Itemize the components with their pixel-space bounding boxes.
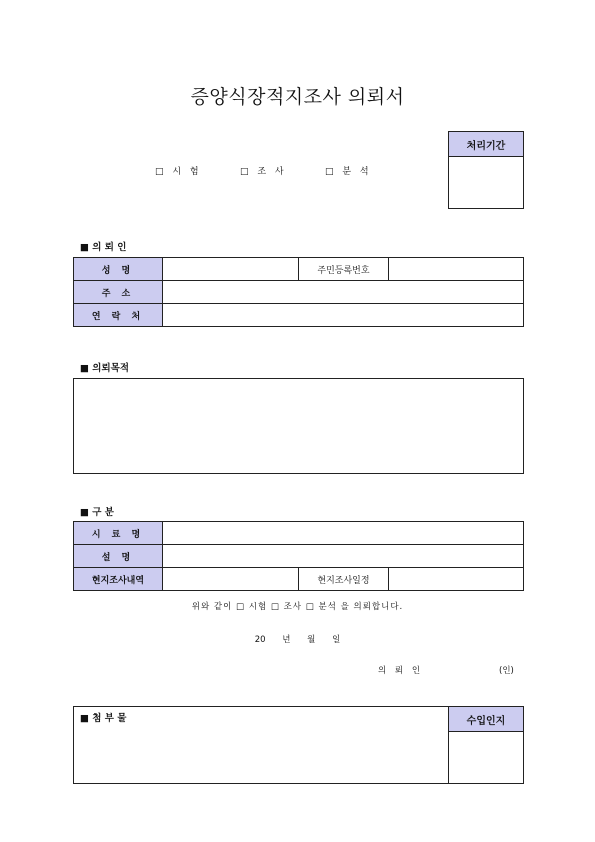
requester-table	[73, 257, 524, 327]
address-label: 주 소	[74, 281, 163, 304]
purpose-field[interactable]	[73, 378, 524, 474]
revenue-stamp-label: 수입인지	[449, 707, 523, 732]
date-line: 20 년 월 일	[254, 635, 341, 645]
document-title: 증양식장적지조사 의뢰서	[190, 86, 405, 108]
category-section-heading: ■ 구 분	[80, 507, 114, 518]
description-label: 설 명	[74, 545, 163, 568]
request-type-test-checkbox[interactable]: □ 시 험	[155, 167, 202, 177]
attachments-field[interactable]	[74, 724, 449, 780]
purpose-section-heading: ■ 의뢰목적	[80, 363, 129, 374]
contact-field[interactable]	[163, 304, 524, 327]
sample-name-field[interactable]	[163, 522, 524, 545]
resident-id-field[interactable]	[389, 258, 524, 281]
resident-id-label: 주민등록번호	[299, 258, 389, 281]
signature-label: 의 뢰 인	[378, 666, 424, 676]
category-table	[73, 521, 524, 591]
site-survey-date-field[interactable]	[389, 568, 524, 591]
request-type-analysis-checkbox[interactable]: □ 분 석	[325, 167, 372, 177]
attachments-box	[73, 706, 449, 784]
address-field[interactable]	[163, 281, 524, 304]
processing-period-value[interactable]	[449, 157, 523, 209]
site-survey-date-label: 현지조사일정	[299, 568, 389, 591]
sample-name-label: 시 료 명	[74, 522, 163, 545]
name-label: 성 명	[74, 258, 163, 281]
processing-period-box	[448, 131, 524, 209]
processing-period-label: 처리기간	[449, 132, 523, 157]
revenue-stamp-field[interactable]	[449, 732, 523, 784]
site-survey-field[interactable]	[163, 568, 299, 591]
signature-seal[interactable]: (인)	[499, 666, 514, 676]
site-survey-label: 현지조사내역	[74, 568, 163, 591]
request-type-survey-checkbox[interactable]: □ 조 사	[240, 167, 287, 177]
revenue-stamp-box	[448, 706, 524, 784]
requester-section-heading: ■ 의 뢰 인	[80, 242, 127, 253]
description-field[interactable]	[163, 545, 524, 568]
name-field[interactable]	[163, 258, 299, 281]
declaration-text: 위와 같이 □ 시험 □ 조사 □ 분석 을 의뢰합니다.	[191, 602, 404, 612]
attachments-heading: ■ 첨 부 물	[80, 713, 127, 724]
contact-label: 연 락 처	[74, 304, 163, 327]
